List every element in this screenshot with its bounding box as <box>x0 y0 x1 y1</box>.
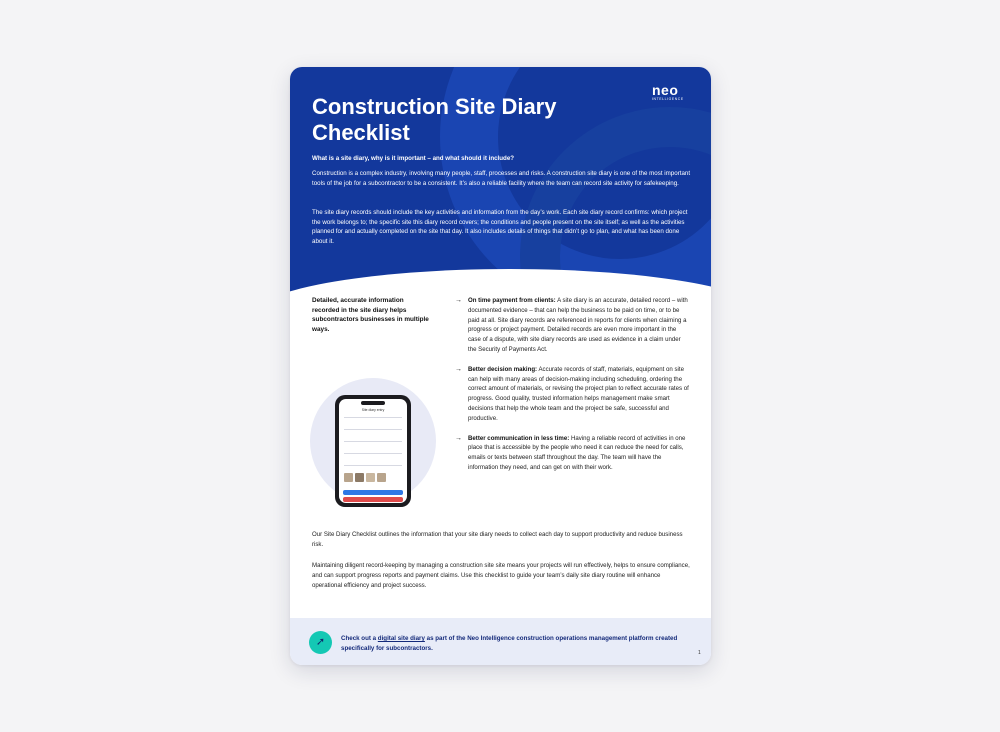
benefit-item <box>455 365 690 424</box>
benefit-title: On time payment from clients: <box>468 297 556 304</box>
header-paragraph-1: Construction is a complex industry, involving many people, staff, processes and risks. A construction site diary is one of the most important tools of the job for a subcontractor to be a consistent. It’s also a reliable facility where the team can record site activity for safekeeping. <box>312 170 691 187</box>
phone-screen-title: Site diary entry <box>361 408 385 412</box>
benefit-text: A site diary is an accurate, detailed record – with documented evidence – that can help the business to be paid on time, or to be paid at all. Site diary records are referenced in reports for clients when claiming a progress or project payment. Detailed records are even more important in the case of a dispute, with site diary records are used as evidence in a claim under the Security of Payments Act. <box>468 297 688 353</box>
arrow-right-icon: → <box>455 297 462 304</box>
digital-site-diary-link[interactable]: digital site diary <box>377 635 425 642</box>
logo-wordmark: neo <box>652 82 679 98</box>
page-number: 1 <box>698 650 701 656</box>
footer-text-after: as part of the Neo Intelligence construction operations management platform created specifically for subcontractors. <box>341 635 678 652</box>
footer-cta-text <box>341 634 686 653</box>
arrow-right-icon: → <box>455 365 462 373</box>
page-subtitle: What is a site diary, why is it important – and what should it include? <box>312 155 515 162</box>
header-band <box>290 67 711 299</box>
phone-form-divider <box>344 429 402 430</box>
footer-text-before: Check out a <box>341 635 378 642</box>
phone-form-divider <box>344 417 402 418</box>
benefit-title: Better communication in less time: <box>468 434 570 442</box>
phone-primary-button <box>343 490 403 495</box>
phone-screen <box>339 399 407 503</box>
site-photo-thumbnail <box>377 473 386 482</box>
benefit-title: Better decision making: <box>468 365 538 373</box>
site-photo-thumbnail <box>366 473 375 482</box>
body-paragraph-2: Maintaining diligent record-keeping by managing a construction site site means your projects will run effectively, helps to ensure compliance, and can support progress reports and payment claims. Use this checklist to guide your team’s daily site diary routine will enhance operational efficiency and project success. <box>312 562 690 589</box>
rocket-icon: ➚ <box>309 631 332 654</box>
arrow-right-icon: → <box>455 434 462 442</box>
footer-banner <box>290 618 711 665</box>
phone-secondary-button <box>343 497 403 502</box>
logo-subtext: INTELLIGENCE <box>652 97 684 101</box>
body-paragraph-1: Our Site Diary Checklist outlines the information that your site diary needs to collect each day to support productivity and reduce business risk. <box>312 531 683 548</box>
benefits-list <box>455 296 690 483</box>
benefit-text: Having a reliable record of activities in one place that is accessible by the people who need it can reduce the need for calls, emails or texts between staff throughout the day. The team will have the information they need, and can get on with their work. <box>468 434 686 471</box>
phone-form-divider <box>344 465 402 466</box>
benefit-item <box>455 296 690 355</box>
phone-notch <box>361 401 385 405</box>
intro-callout: Detailed, accurate information recorded in the site diary helps subcontractors businesses in multiple ways. <box>312 297 429 333</box>
page-title: Construction Site Diary Checklist <box>312 94 557 145</box>
phone-illustration <box>335 395 411 507</box>
document-page <box>290 67 711 665</box>
benefit-item <box>455 434 690 473</box>
header-paragraph-2: The site diary records should include the key activities and information from the day’s work. Each site diary record confirms: which project the work belongs to; the specific site this diary record covers; the conditions and people present on the site itself; as well as the activities planned for and actually completed on the site that day. It also includes details of things that didn’t go to plan, and what has been done about it. <box>312 209 688 245</box>
site-photo-thumbnail <box>355 473 364 482</box>
phone-form-divider <box>344 453 402 454</box>
phone-form-divider <box>344 441 402 442</box>
phone-photo-strip <box>344 473 386 482</box>
neo-intelligence-logo <box>652 83 692 103</box>
site-photo-thumbnail <box>344 473 353 482</box>
benefit-text: Accurate records of staff, materials, equipment on site can help with many areas of decision-making including scheduling, ordering the correct amount of materials, or revising the project plan to reflect accurate rates of progress. Good quality, trusted information helps management make smart decisions that help the whole team and the project be safe, successful and productive. <box>468 365 689 422</box>
